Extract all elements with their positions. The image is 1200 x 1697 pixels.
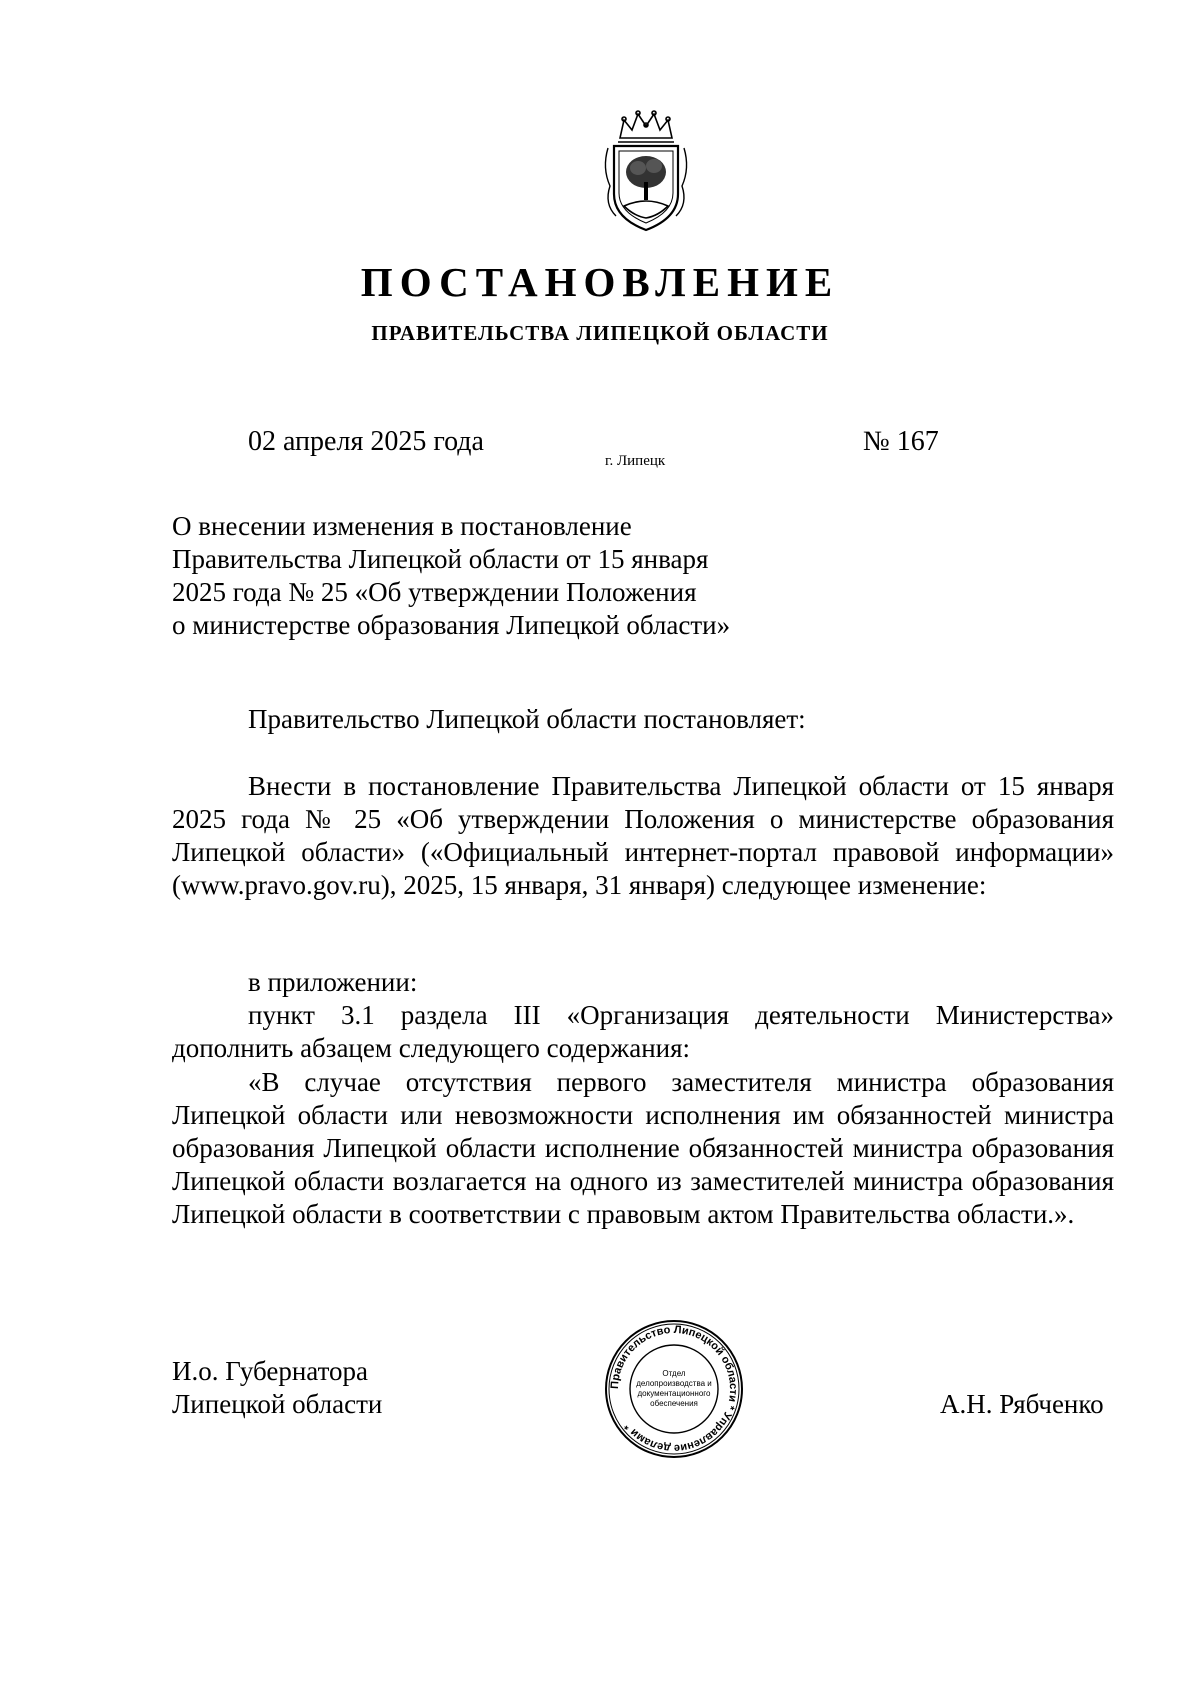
subject-line: О внесении изменения в постановление [172, 511, 632, 541]
seal-inner-line: делопроизводства и [636, 1379, 712, 1388]
signer-position-line: Липецкой области [172, 1389, 383, 1419]
seal-inner-line: Отдел [662, 1369, 686, 1378]
signer-position-line: И.о. Губернатора [172, 1356, 369, 1386]
lipetsk-region-coat-of-arms-icon [598, 108, 694, 234]
signer-position [172, 1355, 382, 1421]
document-date: 02 апреля 2025 года [248, 426, 484, 457]
signer-name: А.Н. Рябченко [940, 1389, 1104, 1419]
seal-inner-line: обеспечения [650, 1399, 698, 1408]
subject-line: о министерстве образования Липецкой области» [172, 610, 731, 640]
seal-inner-line: документационного [637, 1389, 711, 1398]
document-subject [172, 510, 792, 642]
main-paragraph: Внести в постановление Правительства Липецкой области от 15 января 2025 года № 25 «Об утверждении Положения о министерстве образования Липецкой области» («Официальный интернет-портал правовой информации» (www.pravo.gov.ru), 2025, 15 января, 31 января) следующее изменение: [172, 771, 1114, 900]
subject-line: Правительства Липецкой области от 15 января [172, 544, 709, 574]
annex-label: в приложении: [248, 967, 418, 997]
new-text-paragraph: «В случае отсутствия первого заместителя министра образования Липецкой области или невозможности исполнения им обязанностей министра образования Липецкой области исполнение обязанностей министра образования Липецкой области возлагается на одного из заместителей министра образования Липецкой области в соответствии с правовым актом Правительства области.». [172, 1067, 1114, 1229]
document-number: № 167 [863, 426, 939, 457]
document-issuer: ПРАВИТЕЛЬСТВА ЛИПЕЦКОЙ ОБЛАСТИ [371, 321, 829, 345]
preamble-paragraph: Правительство Липецкой области постановляет: [248, 704, 806, 734]
official-seal-icon [603, 1318, 745, 1460]
document-city: г. Липецк [605, 453, 666, 469]
item-paragraph: пункт 3.1 раздела III «Организация деятельности Министерства» дополнить абзацем следующего содержания: [172, 1000, 1114, 1063]
seal-outer-text: Правительство Липецкой области * Управление делами * [608, 1323, 740, 1455]
document-title: ПОСТАНОВЛЕНИЕ [360, 259, 840, 305]
subject-line: 2025 года № 25 «Об утверждении Положения [172, 577, 697, 607]
